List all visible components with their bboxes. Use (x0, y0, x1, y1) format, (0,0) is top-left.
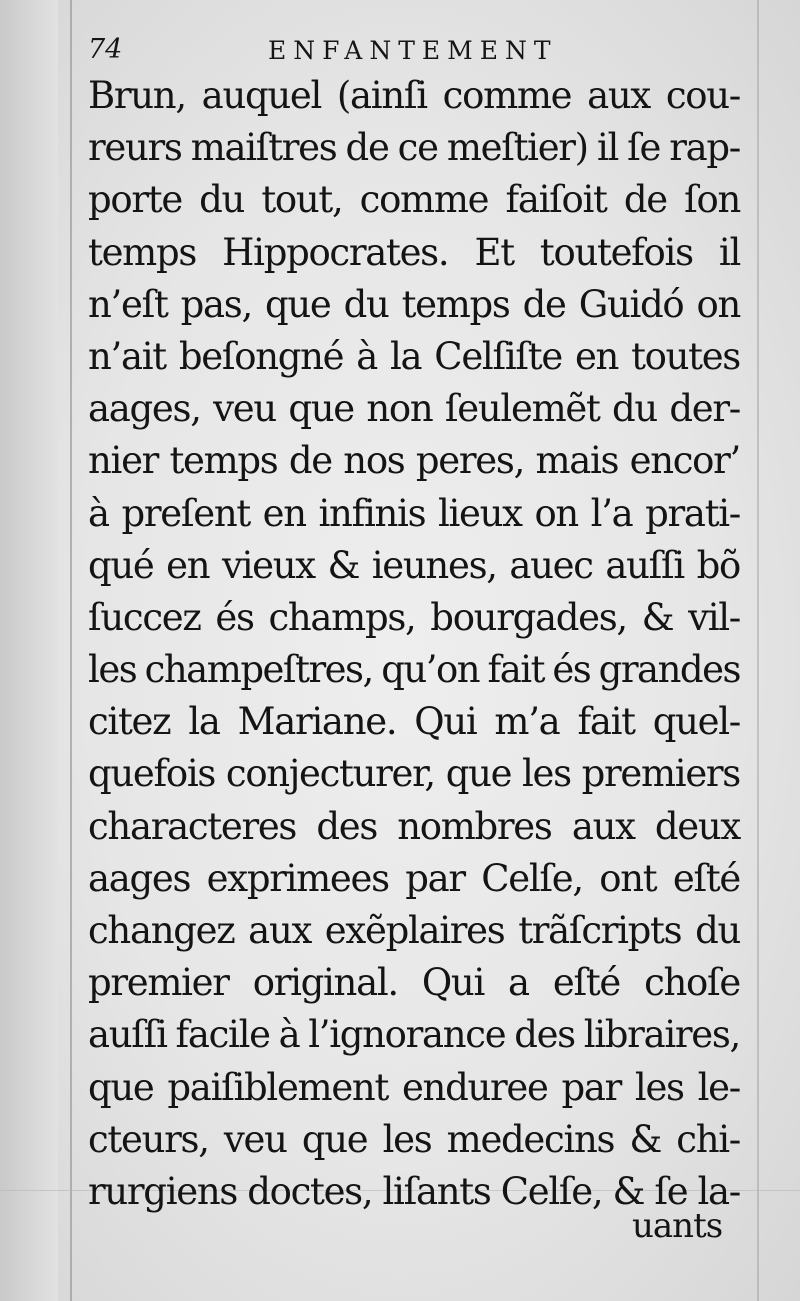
text-line: les champeſtres, qu’on fait és grandes (88, 648, 740, 692)
page-gutter (0, 0, 58, 1301)
text-line: cteurs, veu que les medecins & chi- (88, 1117, 740, 1161)
running-head: ENFANTEMENT (268, 36, 558, 65)
text-line: premier original. Qui a eſté choſe (88, 961, 740, 1005)
text-line: temps Hippocrates. Et toutefois il (88, 230, 740, 274)
text-line: Brun, auquel (ainſi comme aux cou- (88, 74, 740, 117)
text-line: citez la Mariane. Qui m’a fait quel- (88, 700, 740, 744)
catchword: uants (632, 1206, 723, 1246)
text-line: aages, veu que non ſeulemẽt du der- (88, 387, 740, 431)
text-line: rurgiens doctes, liſants Celſe, & ſe la- (88, 1169, 740, 1213)
left-margin-rule (70, 0, 72, 1301)
text-line: quefois conjecturer, que les premiers (88, 752, 740, 796)
text-line: qué en vieux & ieunes, auec auſſi bõ (88, 543, 740, 587)
text-line: n’ait beſongné à la Celſiſte en toutes (88, 334, 740, 378)
text-line: porte du tout, comme faiſoit de ſon (88, 178, 740, 222)
text-line: aages exprimees par Celſe, ont eſté (88, 856, 740, 900)
text-line: changez aux exẽplaires trãſcripts du (88, 909, 740, 952)
text-line: auſſi facile à l’ignorance des libraires, (88, 1013, 740, 1057)
text-line: que paiſiblement enduree par les le- (88, 1065, 740, 1109)
page-header (88, 30, 748, 74)
text-line: n’eſt pas, que du temps de Guidó on (88, 282, 740, 326)
page-number: 74 (88, 34, 123, 65)
text-line: characteres des nombres aux deux (88, 804, 740, 848)
text-line: à preſent en infinis lieux on l’a prati- (88, 491, 740, 535)
right-margin-rule (757, 0, 759, 1301)
body-text (88, 70, 740, 1218)
text-line: nier temps de nos peres, mais encor’ (88, 439, 740, 483)
text-line: reurs maiſtres de ce meſtier) il ſe rap- (88, 126, 740, 170)
text-line: ſuccez és champs, bourgades, & vil- (88, 595, 740, 639)
